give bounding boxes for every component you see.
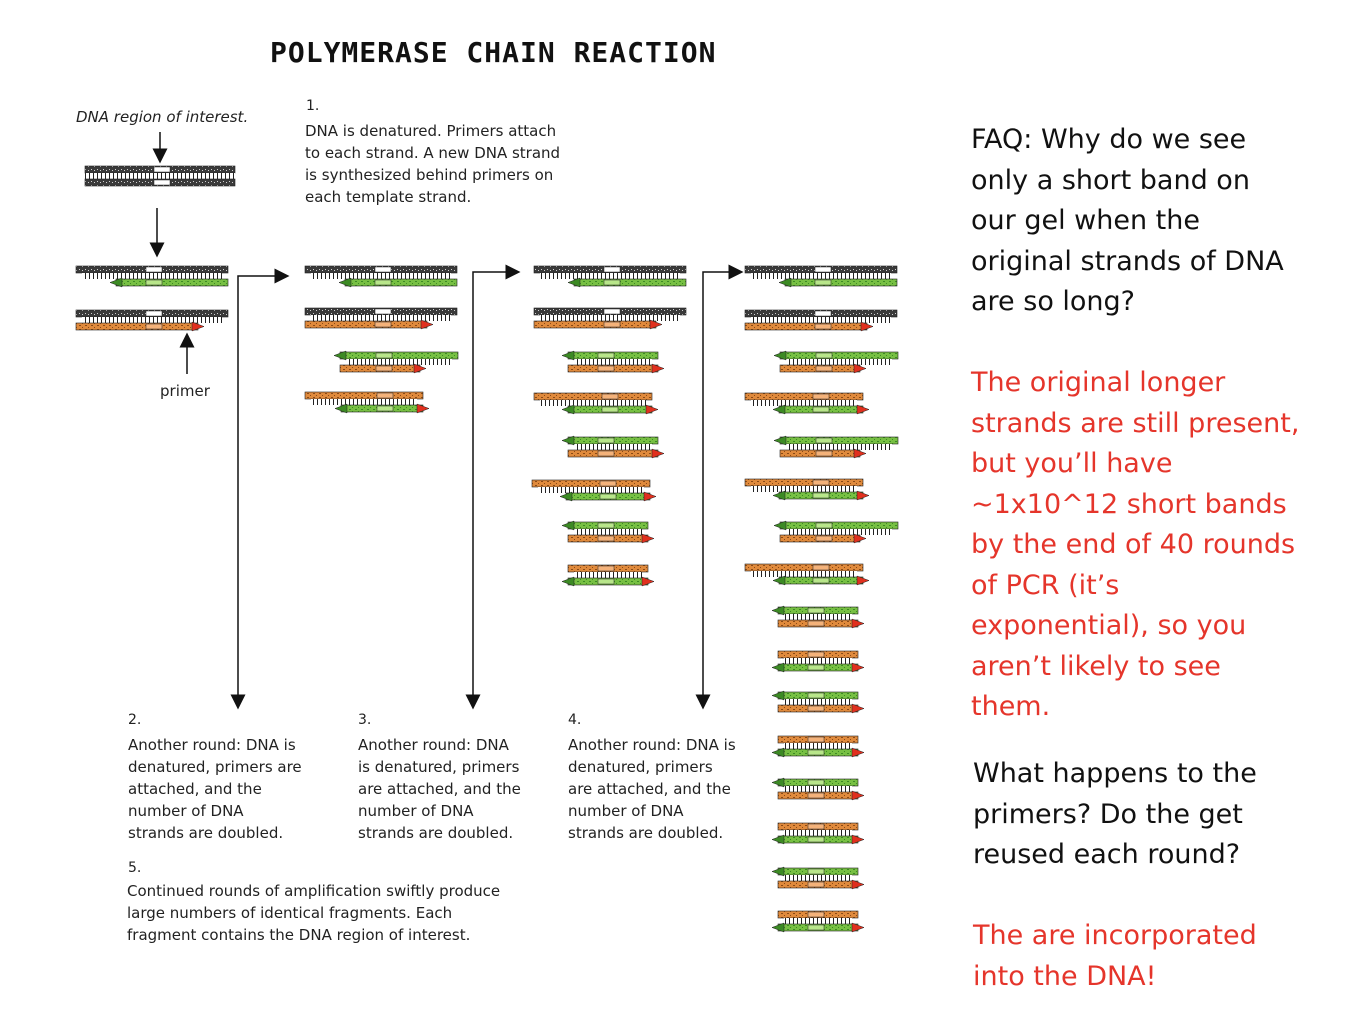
- arrow-round3-right: [703, 272, 736, 280]
- step-5-number: 5.: [128, 860, 142, 876]
- round4-molecule-8: [745, 564, 869, 585]
- round4-molecule-2: [745, 310, 897, 331]
- step-5-text: Continued rounds of amplification swiftly produce large numbers of identical fragments. Each fragment contains the DNA region of interest.: [127, 882, 501, 944]
- primer-label: primer: [160, 382, 210, 400]
- round3-molecule-6: [532, 480, 656, 501]
- round1-molecule-1: [76, 266, 228, 287]
- step-1-number: 1.: [306, 98, 320, 114]
- round4-molecule-5: [774, 436, 898, 458]
- round4-molecule-13: [772, 778, 864, 800]
- round2-molecule-3: [334, 351, 458, 373]
- round3-molecule-3: [562, 351, 664, 373]
- round1-molecule-2: [76, 310, 228, 331]
- arrow-round2-right: [473, 272, 513, 280]
- round3-molecule-1: [534, 266, 686, 287]
- round4-molecule-6: [745, 479, 869, 500]
- arrow-layer: [157, 132, 736, 702]
- round4-molecule-9: [772, 606, 864, 628]
- step-4-text: Another round: DNA is denatured, primers are attached, and the number of DNA strands are doubled.: [568, 736, 736, 842]
- round2-molecule-1: [305, 266, 457, 287]
- round4-molecule-3: [774, 351, 898, 373]
- round4-molecule-4: [745, 393, 869, 414]
- round2-molecule-4: [305, 392, 429, 413]
- round4-molecule-1: [745, 266, 897, 287]
- arrow-round1-right: [238, 276, 282, 280]
- round3-molecule-7: [562, 521, 654, 543]
- round3-molecule-2: [534, 308, 686, 329]
- round4-molecule-15: [772, 867, 864, 889]
- round3-molecule-8: [562, 565, 654, 586]
- faq-answer-1: The original longer strands are still present, but you’ll have ~1x10^12 short bands by the end of 40 rounds of PCR (it’s exponential), so you aren’t likely to see them.: [971, 367, 1300, 722]
- step-2-text: Another round: DNA is denatured, primers are attached, and the number of DNA strands are doubled.: [128, 736, 302, 842]
- faq-question-2: What happens to the primers? Do the get reused each round?: [973, 758, 1257, 870]
- round4-molecule-10: [772, 651, 864, 672]
- faq-answer-2: The are incorporated into the DNA!: [973, 920, 1257, 992]
- round3-molecule-5: [562, 436, 664, 458]
- step-3-number: 3.: [358, 712, 372, 728]
- step-4-number: 4.: [568, 712, 582, 728]
- step-3-text: Another round: DNA is denatured, primers are attached, and the number of DNA strands are doubled.: [358, 736, 521, 842]
- page-title: POLYMERASE CHAIN REACTION: [270, 36, 717, 69]
- round4-molecule-11: [772, 691, 864, 713]
- round4-molecule-12: [772, 736, 864, 757]
- round2-molecule-2: [305, 308, 457, 329]
- round3-molecule-4: [534, 393, 658, 414]
- round4-molecule-16: [772, 911, 864, 932]
- original-dna: [85, 166, 235, 186]
- region-of-interest-label: DNA region of interest.: [76, 108, 249, 126]
- faq-question-1: FAQ: Why do we see only a short band on our gel when the original strands of DNA are so long?: [971, 124, 1284, 317]
- step-1-text: DNA is denatured. Primers attach to each strand. A new DNA strand is synthesized behind primers on each template strand.: [305, 122, 561, 206]
- step-2-number: 2.: [128, 712, 142, 728]
- round4-molecule-7: [774, 521, 898, 543]
- round4-molecule-14: [772, 823, 864, 844]
